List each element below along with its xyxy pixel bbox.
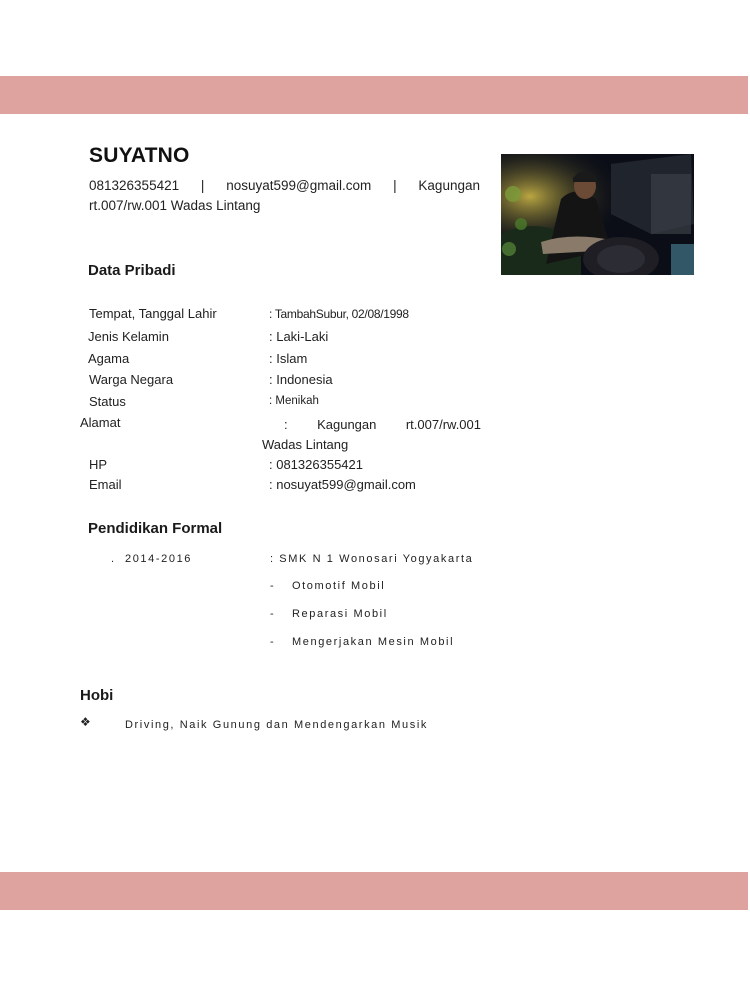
section-title-hobi: Hobi — [80, 687, 114, 704]
edu-subject-item: Reparasi Mobil — [292, 608, 388, 620]
value-alamat-colon: : — [284, 417, 288, 432]
contact-address-part2: rt.007/rw.001 Wadas Lintang — [89, 198, 261, 213]
contact-separator: | — [200, 178, 205, 193]
edu-subject-item: Mengerjakan Mesin Mobil — [292, 636, 455, 648]
edu-school: : SMK N 1 Wonosari Yogyakarta — [270, 553, 474, 565]
contact-email: nosuyat599@gmail.com — [226, 178, 372, 193]
value-alamat — [262, 415, 481, 455]
value-email: : nosuyat599@gmail.com — [269, 477, 416, 492]
value-jenis-kelamin: : Laki-Laki — [269, 329, 329, 344]
contact-phone: 081326355421 — [89, 178, 180, 193]
section-title-data-pribadi: Data Pribadi — [88, 262, 176, 279]
diamond-bullet-icon: ❖ — [80, 715, 91, 729]
edu-dash: - — [270, 636, 276, 648]
edu-years: 2014-2016 — [125, 553, 193, 565]
hobi-text: Driving, Naik Gunung dan Mendengarkan Musik — [125, 719, 428, 731]
label-agama: Agama — [88, 351, 130, 366]
edu-dash: - — [270, 608, 276, 620]
label-alamat: Alamat — [80, 415, 121, 430]
label-warga-negara: Warga Negara — [89, 372, 174, 387]
value-alamat-line2: Wadas Lintang — [262, 437, 349, 452]
value-agama: : Islam — [269, 351, 308, 366]
contact-line — [89, 176, 480, 216]
label-email: Email — [89, 477, 122, 492]
section-title-pendidikan-formal: Pendidikan Formal — [88, 520, 223, 537]
value-status: : Menikah — [269, 395, 319, 407]
profile-photo — [501, 154, 694, 275]
edu-marker: . — [111, 553, 116, 565]
value-tempat-tanggal-lahir: : TambahSubur, 02/08/1998 — [269, 307, 409, 321]
label-hp: HP — [89, 457, 108, 472]
cv-name: SUYATNO — [89, 144, 190, 167]
value-alamat-rtrw: rt.007/rw.001 — [405, 417, 481, 432]
label-tempat-tanggal-lahir: Tempat, Tanggal Lahir — [89, 306, 217, 321]
contact-address-part1: Kagungan — [418, 178, 480, 193]
edu-dash: - — [270, 580, 276, 592]
top-color-band — [0, 76, 748, 114]
value-warga-negara: : Indonesia — [269, 372, 333, 387]
label-status: Status — [89, 394, 126, 409]
label-jenis-kelamin: Jenis Kelamin — [88, 329, 169, 344]
value-alamat-village: Kagungan — [317, 417, 377, 432]
bottom-color-band — [0, 872, 748, 910]
value-hp: : 081326355421 — [269, 457, 363, 472]
edu-subject-item: Otomotif Mobil — [292, 580, 386, 592]
contact-separator: | — [393, 178, 397, 193]
